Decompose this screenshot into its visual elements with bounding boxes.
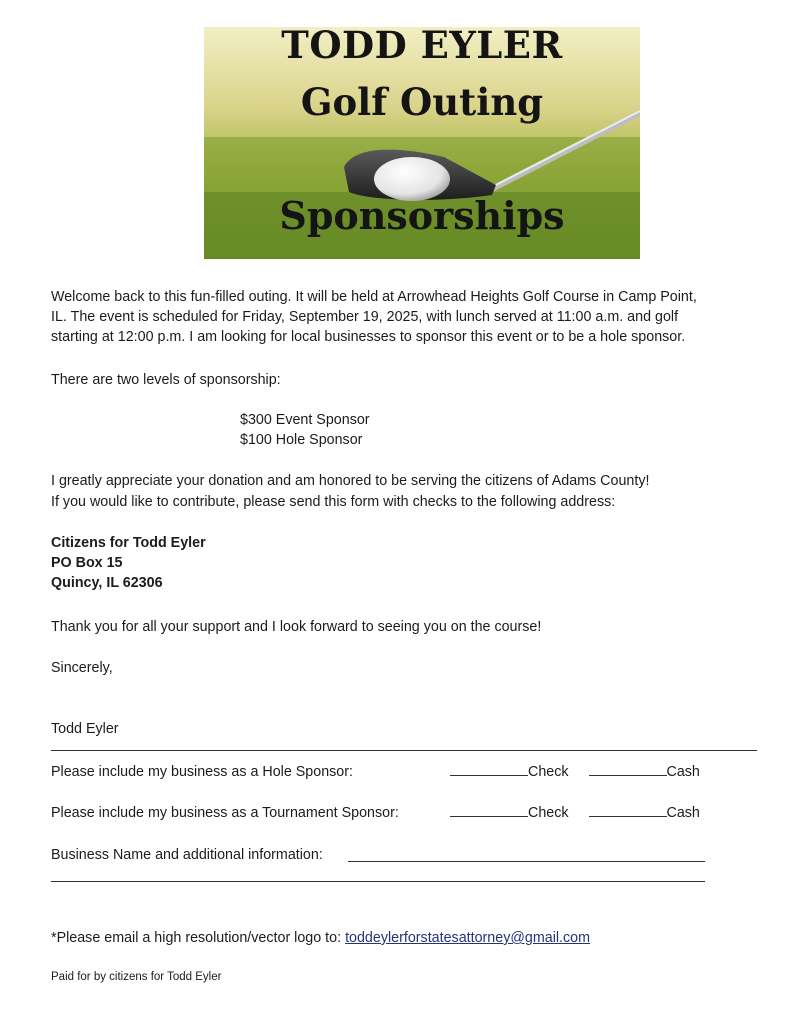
intro-line-2: IL. The event is scheduled for Friday, September 19, 2025, with lunch served at 11:00 a.m. and golf <box>51 309 679 325</box>
tournament-sponsor-options <box>450 803 700 823</box>
levels-intro: There are two levels of sponsorship: <box>51 372 281 388</box>
appreciation-line-2: If you would like to contribute, please send this form with checks to the following address: <box>51 494 616 510</box>
banner-title-name: TODD EYLER <box>281 27 563 67</box>
business-info-line-1[interactable] <box>348 861 705 862</box>
banner-title-event: Golf Outing <box>300 80 544 124</box>
tournament-sponsor-label: Please include my business as a Tournament Sponsor: <box>51 805 399 821</box>
closing-text: Sincerely, <box>51 660 113 676</box>
intro-line-3: starting at 12:00 p.m. I am looking for local businesses to sponsor this event or to be a hole sponsor. <box>51 329 686 345</box>
tournament-check-blank[interactable] <box>450 803 528 817</box>
level-hole-sponsor: $100 Hole Sponsor <box>240 432 363 448</box>
logo-email-note <box>51 928 590 948</box>
level-event-sponsor: $300 Event Sponsor <box>240 412 370 428</box>
appreciation-line-1: I greatly appreciate your donation and am honored to be serving the citizens of Adams County! <box>51 473 650 489</box>
signature-name: Todd Eyler <box>51 721 119 737</box>
signature-divider <box>51 750 757 751</box>
business-info-line-2[interactable] <box>51 881 705 882</box>
hole-sponsor-options <box>450 762 700 782</box>
address-po-box: PO Box 15 <box>51 555 123 571</box>
hole-cash-blank[interactable] <box>589 762 667 776</box>
hole-check-label: Check <box>528 764 569 780</box>
intro-line-1: Welcome back to this fun-filled outing. It will be held at Arrowhead Heights Golf Course in Camp Point, <box>51 289 697 305</box>
tournament-check-label: Check <box>528 805 569 821</box>
tournament-cash-label: Cash <box>666 805 700 821</box>
email-link[interactable]: toddeylerforstatesattorney@gmail.com <box>345 930 591 946</box>
hole-check-blank[interactable] <box>450 762 528 776</box>
banner-title-sponsorships: Sponsorships <box>279 193 565 238</box>
golf-outing-banner <box>204 27 640 259</box>
address-city: Quincy, IL 62306 <box>51 575 163 591</box>
business-info-label: Business Name and additional information: <box>51 847 323 863</box>
tournament-cash-blank[interactable] <box>589 803 667 817</box>
hole-sponsor-label: Please include my business as a Hole Sponsor: <box>51 764 353 780</box>
thanks-text: Thank you for all your support and I look forward to seeing you on the course! <box>51 619 542 635</box>
address-name: Citizens for Todd Eyler <box>51 535 206 551</box>
logo-email-note-text: *Please email a high resolution/vector logo to: <box>51 930 346 946</box>
hole-cash-label: Cash <box>666 764 700 780</box>
paid-for-disclaimer: Paid for by citizens for Todd Eyler <box>51 971 222 983</box>
